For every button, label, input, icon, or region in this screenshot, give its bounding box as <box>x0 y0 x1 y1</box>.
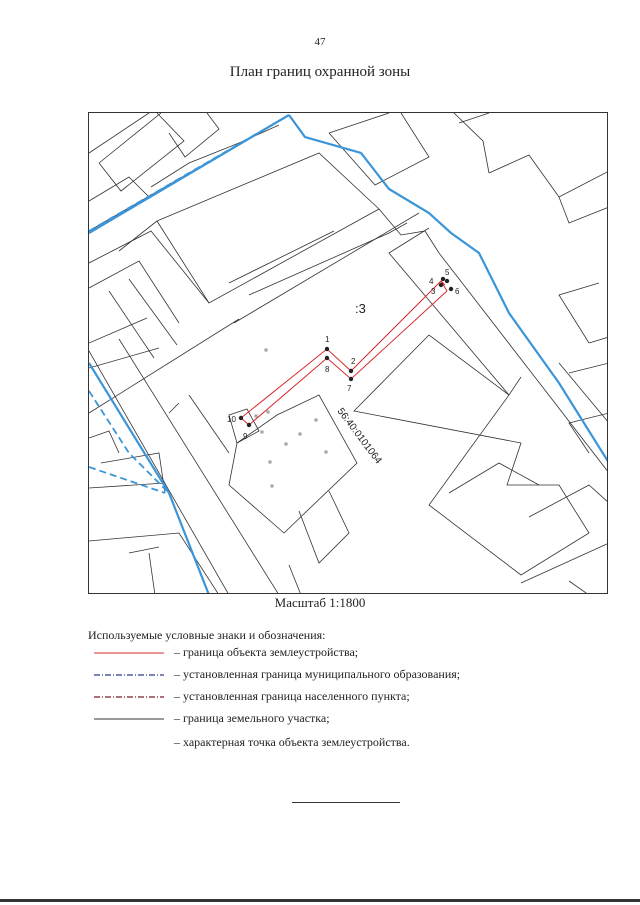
legend-item-municipal-boundary <box>94 666 624 684</box>
maroon-dash-dot-line-icon <box>94 688 164 706</box>
legend-text: – установленная граница муниципального образования; <box>174 667 461 681</box>
point-dot-icon <box>94 734 164 752</box>
point-8 <box>325 356 329 360</box>
legend-heading: Используемые условные знаки и обозначения: <box>88 628 326 642</box>
object-boundary <box>241 281 447 425</box>
legend-item-characteristic-point <box>94 734 624 752</box>
legend-item-settlement-boundary <box>94 688 624 706</box>
label-point-6: 6 <box>455 287 460 296</box>
legend-text: – граница земельного участка; <box>174 711 330 725</box>
label-point-5: 5 <box>445 268 450 277</box>
signature-line <box>292 802 400 803</box>
legend-text: – характерная точка объекта землеустройства. <box>174 735 410 749</box>
point-7 <box>349 377 353 381</box>
red-line-icon <box>94 644 164 662</box>
label-point-2: 2 <box>351 357 356 366</box>
bottom-rule <box>0 899 640 902</box>
label-point-9: 9 <box>243 432 248 441</box>
label-point-3: 3 <box>431 287 436 296</box>
point-10 <box>239 416 243 420</box>
label-point-7: 7 <box>347 384 352 393</box>
map-scale: Масштаб 1:1800 <box>274 595 366 610</box>
black-line-icon <box>94 710 164 728</box>
point-4 <box>441 277 445 281</box>
point-5 <box>445 279 449 283</box>
characteristic-points <box>239 277 453 427</box>
point-1 <box>325 347 329 351</box>
page-number: 47 <box>314 36 326 48</box>
legend-text: – граница объекта землеустройства; <box>174 645 359 659</box>
canal-dashed <box>89 115 289 493</box>
label-point-10: 10 <box>227 415 236 424</box>
point-2 <box>349 369 353 373</box>
boundary-map <box>88 112 608 594</box>
minor-markers <box>255 349 327 487</box>
label-point-4: 4 <box>429 277 434 286</box>
legend-text: – установленная граница населенного пункта; <box>174 689 410 703</box>
label-point-8: 8 <box>325 365 330 374</box>
page-title: План границ охранной зоны <box>229 64 411 80</box>
point-9 <box>247 423 251 427</box>
legend-item-object-boundary <box>94 644 624 662</box>
point-3 <box>439 283 443 287</box>
parcel-label: :3 <box>355 301 366 316</box>
label-point-1: 1 <box>325 335 330 344</box>
map-canvas <box>89 113 608 594</box>
cadastral-block-label: 56:40:0101064 <box>334 406 384 467</box>
blue-dash-dot-line-icon <box>94 666 164 684</box>
point-6 <box>449 287 453 291</box>
legend-item-parcel-boundary <box>94 710 624 728</box>
